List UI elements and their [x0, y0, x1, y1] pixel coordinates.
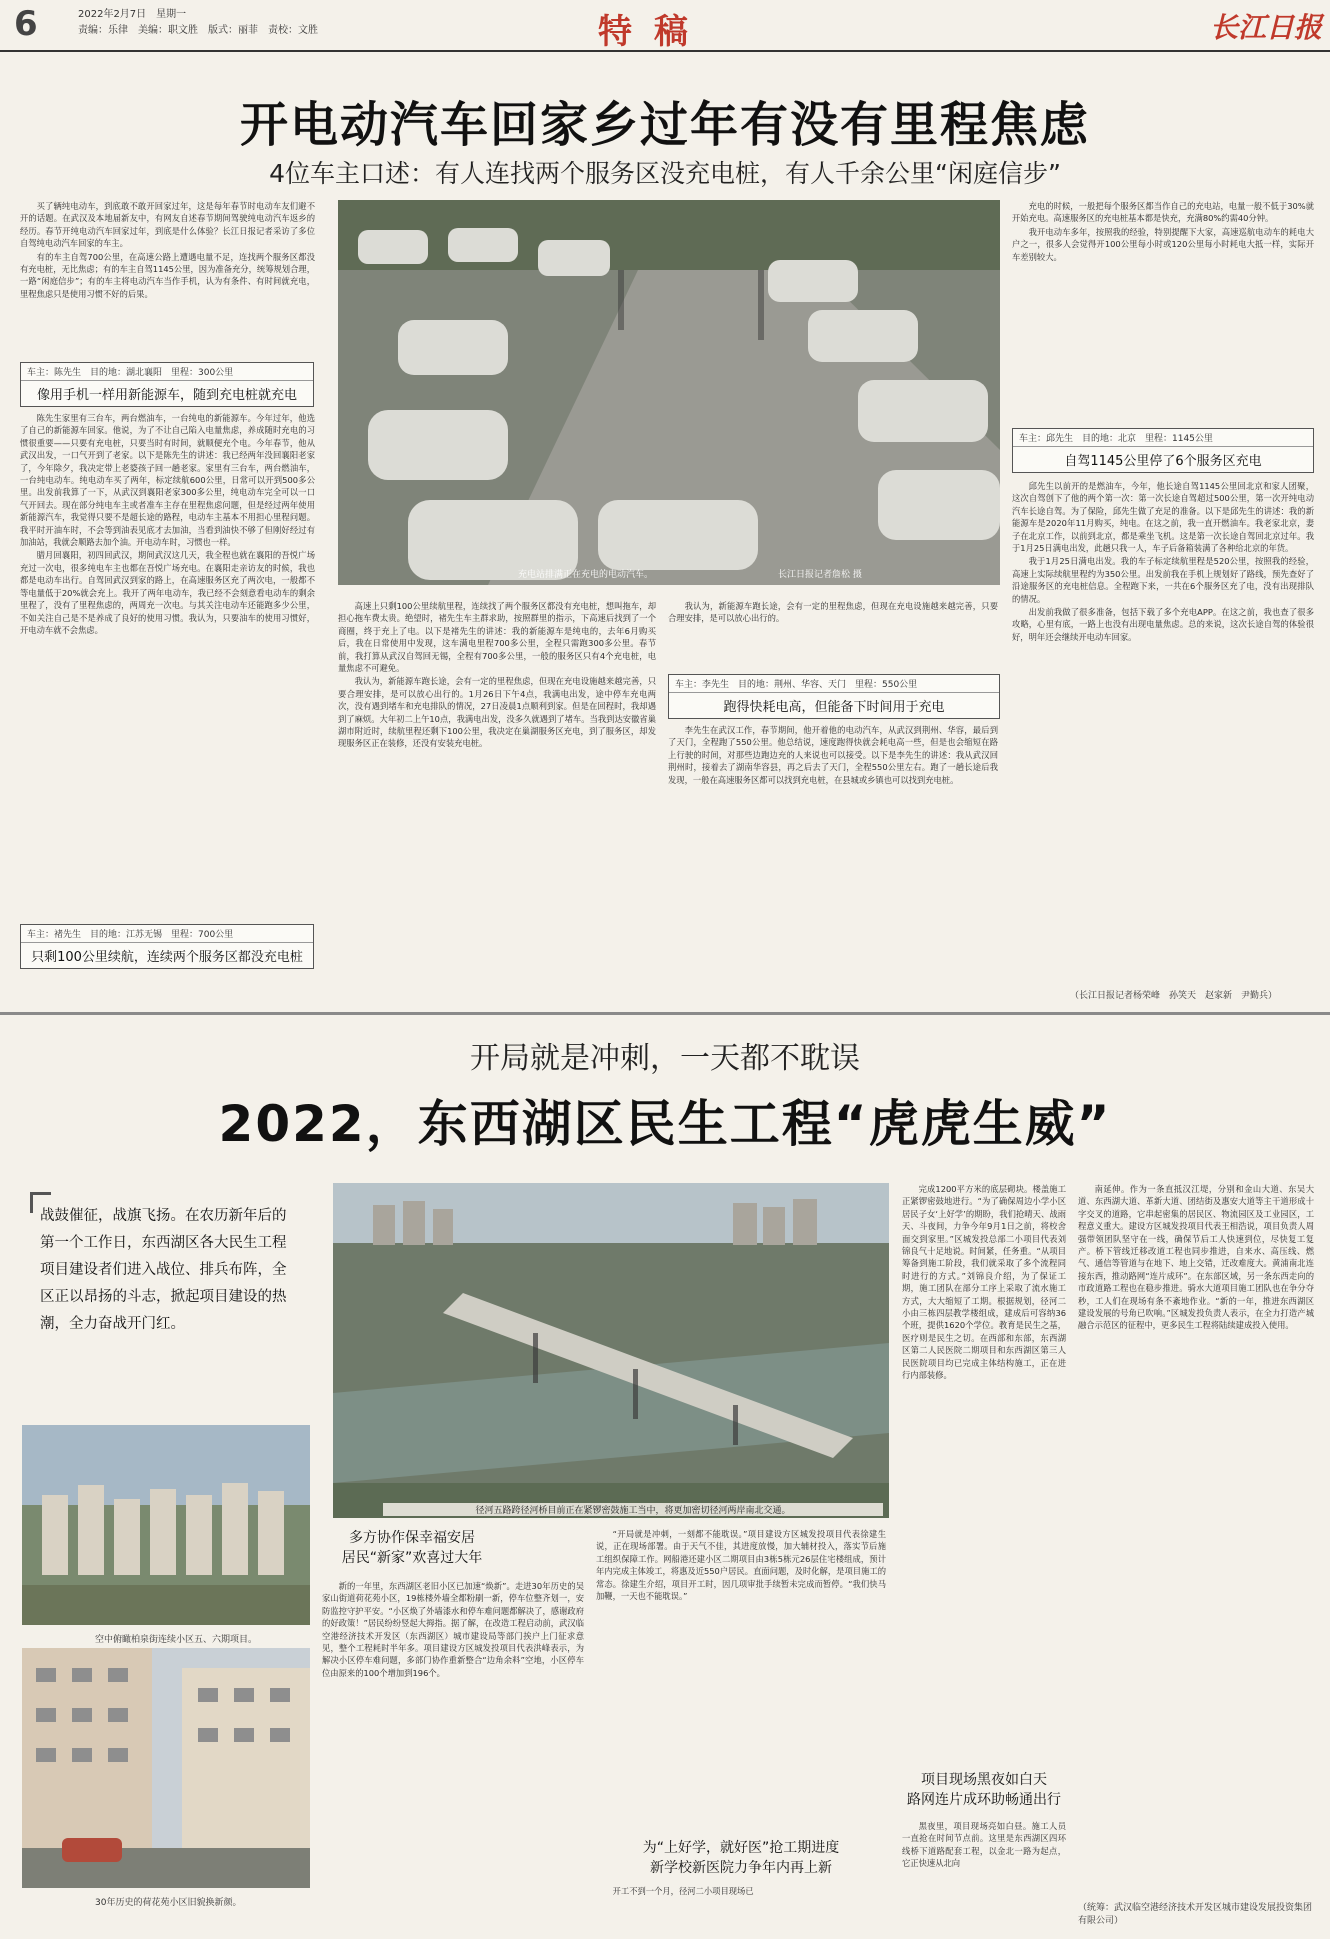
headline: 开电动汽车回家乡过年有没有里程焦虑 — [239, 97, 1090, 153]
owner-info: 车主：李先生 目的地：荆州、华容、天门 里程：550公里 — [669, 675, 999, 693]
owner-box-1 — [20, 362, 314, 407]
photo-caption: 充电站排满正在充电的电动汽车。 — [518, 570, 654, 580]
owner-box-4 — [1012, 428, 1314, 473]
article-column: 新的一年里，东西湖区老旧小区已加速“焕新”。走进30年历史的吴家山街道荷花苑小区，19栋楼外墙全都粉刷一新，停车位整齐划一，安防监控守护平安。“小区焕了外墙漆水和停车难问题都解决了，感谢政府的好政策！”居民纷纷竖起大拇指。据了解，在改造工程启动前，武汉临空港经济技术开发区（东西湖区）城市建设局等部门挨户上门征求意见，整个工程耗时半年多。项目建设方区城发投项目代表洪峰表示，为解决小区停车难问题，多部门协作重新整合“边角余料”空地，小区停车位由原来的100个增加到196个。 — [322, 1581, 584, 1678]
article-column: 陈先生家里有三台车，两台燃油车，一台纯电的新能源车。今年过年，他选了自己的新能源车回家。他说，为了不让自己陷入电量焦虑，养成随时充电的习惯很重要——只要有充电桩，只要当时有时间，就顺便充个电。今年春节，他从武汉出发，一口气开到了老家。以下是陈先生的讲述：我已经两年没回襄阳老家了，今年除夕，我决定带上老婆孩子回一趟老家。家里有三台车，两台燃油车，一台纯电动车。纯电动车买了两年，标定续航600公里，日常可以开到500多公里。出发前我算了一下，从武汉到襄阳老家300多公里，纯电动车完全可以一口气开回去。现在部分纯电车主或者准车主存在里程焦虑问题，但是经过两年使用新能源汽车，我觉得只要不是超长途的路程，电动车主基本不用担心里程问题。我平时开油车时，不会等到油表见底才去加油，当看到油快不够了但刚好经过有加油站，我就会顺路去加个油。开电动车时，习惯也一样。 腊月回襄阳，初四回武汉，期间武汉这几天，我全程也就在襄阳的吾悦广场充过一次电，很多纯电车主也都在吾悦广场充电。在襄阳走亲访友的时候，我也都是电动车出行。自驾回武汉到家的路上，在高速服务区充了两次电，一般都不等电量低于20%就会充上。我开了两年电动车，我已经不会刻意看电动车的剩余里程了，没有了里程焦虑的，两周充一次电。与其关注电动车还能跑多少公里，不如关注自己是不是养成了良好的使用习惯。我认为，只要油车的使用习惯好，开电动车就不会焦虑。 — [20, 413, 315, 635]
owner-info: 车主：陈先生 目的地：湖北襄阳 里程：300公里 — [21, 363, 313, 381]
kicker: 开局就是冲刺，一天都不耽误 — [470, 1041, 860, 1076]
owner-info: 车主：邱先生 目的地：北京 里程：1145公里 — [1013, 429, 1313, 447]
headline: 2022，东西湖区民生工程“虎虎生威” — [218, 1095, 1112, 1153]
section-heading-line: 多方协作保幸福安居 — [349, 1530, 475, 1546]
article-byline: （长江日报记者杨荣峰 孙笑天 赵家新 尹勤兵） — [1070, 991, 1278, 1001]
photo-caption: 30年历史的荷花苑小区旧貌换新颜。 — [95, 1898, 242, 1908]
article-column: 充电的时候，一般把每个服务区都当作自己的充电站，电量一般不低于30%就开始充电。高速服务区的充电桩基本都是快充，充满80%约需40分钟。 我开电动车多年，按照我的经验，特别提醒下大家，高速巡航电动车的耗电大户之一，很多人会觉得开100公里每小时或120公里每小时耗电大抵一样，实际开车差别较大。 — [1012, 201, 1314, 262]
section-heading — [322, 1528, 502, 1568]
article-column: 李先生在武汉工作，春节期间，他开着他的电动汽车，从武汉到荆州、华容，最后到了天门，全程跑了550公里。他总结说，速度跑得快就会耗电高一些，但是也会缩短在路上行驶的时间，对那些边跑边充的人来说也可以接受。以下是李先生的讲述：我从武汉回荆州时，接着去了湖南华容县，再之后去了天门，全程550公里左右。跑了一趟长途后我发现，一般在高速服务区都可以找到充电桩，在县城或乡镇也可以找到充电桩。 — [668, 725, 998, 785]
article-column: 黑夜里，项目现场亮如白昼。施工人员一直抢在时间节点前。这里是东西湖区四环线桥下道路配套工程，以金北一路为起点，它正快速从北向 — [902, 1821, 1066, 1869]
section-heading-line: 新学校新医院力争年内再上新 — [650, 1860, 832, 1876]
page-header — [0, 0, 1330, 52]
article-column: 我认为，新能源车跑长途，会有一定的里程焦虑，但现在充电设施越来越完善，只要合理安排，是可以放心出行的。 — [668, 601, 998, 624]
photo-credit: 长江日报记者詹松 摄 — [778, 570, 862, 580]
owner-headline: 像用手机一样用新能源车，随到充电桩就充电 — [36, 388, 297, 403]
article-column: 开工不到一个月，径河二小项目现场已 — [612, 1886, 754, 1896]
article-column: 完成1200平方米的底层砌块。楼盖施工正紧锣密鼓地进行。“为了确保周边小学小区居民子女‘上好学’的期盼，我们抢晴天、战雨天、斗夜间，力争今年9月1日之前，将校舍面交到家里。”区城发投总部二小项目代表刘锦良气十足地说。时间紧，任务重。“从项目筹备到施工阶段，我们就采取了多个流程同时进行的方式。”刘锦良介绍，为了保证工期，施工团队在部分工序上采取了流水施工方式，大大缩短了工期。根据规划，径河二小由三栋四层教学楼组成，建成后可容纳36个班，提供1620个学位。教育是民生之基，医疗则是民生之切。在西部和东部，东西湖区第二人民医院二期项目和东西湖区第三人民医院项目均已完成主体结构施工，正在进行内部装修。 — [902, 1184, 1066, 1381]
neighborhood-image — [22, 1648, 310, 1888]
bridge-photo — [333, 1183, 889, 1518]
owner-headline: 跑得快耗电高，但能备下时间用于充电 — [723, 700, 945, 715]
article-column: “开局就是冲刺，一刻都不能耽误。”项目建设方区城发投项目代表徐建生说，正在现场部署。由于天气不佳，其进度放慢，加大辅材投入，落实节后施工组织保障工作。网船港还建小区二期项目由3栋5栋元26层住宅楼组成，预计年内完成主体竣工，将惠及近550户居民。直面问题，及时化解，是项目施工的常态。徐建生介绍，项目开工时，因几项审批手续暂未完成而暂停。“我们快马加鞭，一天也不能耽误。” — [596, 1529, 886, 1602]
editor-credits: 责编：乐律 美编：职文胜 版式：丽菲 责校：文胜 — [78, 25, 318, 36]
owner-headline: 自驾1145公里停了6个服务区充电 — [1064, 454, 1262, 469]
article-column: 南延伸。作为一条直抵汉江堤，分别和金山大道、东吴大道、东西湖大道、革新大道、团结街及惠安大道等主干道形成十字交叉的道路，它串起密集的居民区、物流园区及工业园区，工程意义重大。建设方区城发投项目代表王相浩说，项目负责人周强带领团队坚守在一线，确保节后工人快速到位，尽快复工复产。桥下管线迁移改道工程也同步推进，自来水、高压线、燃气、通信等管道与在地下、地上交错，迁改难度大。黄浦南北连接东西，推动路网“连片成环”。在东部区域，另一条东西走向的市政道路工程也在稳步推进。骑水大道项目施工团队也在争分夺秒，工人们在现场有条不紊地作业。“新的一年，推进东西湖区建设发展的号角已吹响。”区城发投负责人表示，在全力打造产城融合示范区的征程中，更多民生工程将陆续建成投入使用。 — [1078, 1184, 1314, 1331]
issue-date: 2022年2月7日 星期一 — [78, 9, 187, 20]
article-footer: （统筹：武汉临空港经济技术开发区城市建设发展投资集团有限公司） — [1078, 1903, 1313, 1926]
subheadline: 4位车主口述：有人连找两个服务区没充电桩，有人千余公里“闲庭信步” — [269, 159, 1061, 188]
charging-station-photo — [338, 200, 1000, 585]
article-column: 邱先生以前开的是燃油车，今年，他长途自驾1145公里回北京和家人团聚，这次自驾创下了他的两个第一次：第一次长途自驾超过500公里，第一次开纯电动汽车长途自驾。为了保险，邱先生做了充足的准备。以下是邱先生的讲述：我的新能源车是2020年11月购买，纯电。在这之前，我一直开燃油车。我老家北京，妻子在北京工作，以前到北京，都是乘坐飞机。这是第一次长途自驾回北京过年。我于1月25日满电出发，此趟只我一人，车子后备箱装满了各种给北京的年货。 我于1月25日满电出发。我的车子标定续航里程是520公里，按照我的经验，高速上实际续航里程约为350公里。出发前我在手机上规划好了路线，预先查好了沿途服务区的充电桩信息。全程跑下来，一共在6个服务区充了电，没有出现排队的情况。 出发前我做了很多准备，包括下载了多个充电APP。在这之前，我也查了很多攻略，心里有底，一路上也没有出现电量焦虑。总的来说，这次长途自驾的体验很好，明年还会继续开电动车回家。 — [1012, 481, 1314, 642]
section-heading-line: 项目现场黑夜如白天 — [921, 1772, 1047, 1788]
photo-caption: 空中俯瞰柏泉街连续小区五、六期项目。 — [95, 1635, 258, 1645]
aerial-image — [22, 1425, 310, 1625]
section-heading — [596, 1838, 886, 1878]
charging-station-image — [338, 200, 1000, 585]
neighborhood-photo — [22, 1648, 310, 1888]
article-column: 高速上只剩100公里续航里程，连续找了两个服务区都没有充电桩，想叫拖车，却担心拖车费太贵。绝望时，褚先生车主群求助，按照群里的指示，下高速后找到了一个商圈，终于充上了电。以下是褚先生的讲述：我的新能源车是纯电的，去年6月购买后，我在日常使用中发现，这车满电里程700多公里，全程只需跑300多公里。春节前，我打算从武汉自驾回无锡，全程有700多公里，一般的服务区只有4个充电桩，电量焦虑不可避免。 我认为，新能源车跑长途，会有一定的里程焦虑，但现在充电设施越来越完善，只要合理安排，是可以放心出行的。1月26日下午4点，我满电出发，途中停车充电两次，没有遇到堵车和充电排队的情况，27日凌晨1点顺利到家。但是在回程时，我却遇到了麻烦。大年初二上午10点，我满电出发，没多久就遇到了堵车。当我到达安徽省巢湖市附近时，续航里程还剩下100公里，我决定在巢湖服务区充电，到了服务区，却发现服务区正在装修，还没有安装充电桩。 — [338, 601, 656, 749]
newspaper-logo: 长江日报 — [1210, 11, 1323, 44]
intro-paragraph: 战鼓催征，战旗飞扬。在农历新年后的第一个工作日，东西湖区各大民生工程项目建设者们进入战位、排兵布阵，全区正以昂扬的斗志，掀起项目建设的热潮，全力奋战开门红。 — [40, 1208, 287, 1332]
section-heading-line: 居民“新家”欢喜过大年 — [341, 1550, 483, 1566]
photo-caption: 径河五路跨径河桥目前正在紧锣密鼓施工当中，将更加密切径河两岸南北交通。 — [383, 1503, 883, 1516]
section-divider — [0, 1012, 1330, 1015]
aerial-photo — [22, 1425, 310, 1625]
owner-info: 车主：褚先生 目的地：江苏无锡 里程：700公里 — [21, 925, 313, 943]
bridge-image — [333, 1183, 889, 1518]
section-title: 特稿 — [598, 12, 710, 52]
owner-headline: 只剩100公里续航，连续两个服务区都没充电桩 — [31, 950, 303, 965]
section-heading-line: 路网连片成环助畅通出行 — [907, 1792, 1061, 1808]
section-heading — [902, 1770, 1066, 1810]
page-number: 6 — [14, 4, 38, 44]
owner-box-2 — [20, 924, 314, 969]
lead-paragraph: 买了辆纯电动车，到底敢不敢开回家过年，这是每年春节时电动车友们避不开的话题。在武汉及本地届新友中，有网友自述春节期间驾驶纯电动汽车返乡的经历。春节开纯电动汽车回家过年，到底是什么体验？长江日报记者采访了多位自驾纯电动汽车回家的车主。 有的车主自驾700公里，在高速公路上遭遇电量不足，连找两个服务区都没有充电桩，无比焦虑；有的车主自驾1145公里，因为准备充分，统筹规划合理，一路“闲庭信步”；有的车主将电动汽车当作手机，认为有条件、有时间就充电，里程焦虑只是使用习惯不好的后果。 — [20, 201, 315, 299]
owner-box-3 — [668, 674, 1000, 719]
section-heading-line: 为“上好学，就好医”抢工期进度 — [642, 1840, 840, 1856]
